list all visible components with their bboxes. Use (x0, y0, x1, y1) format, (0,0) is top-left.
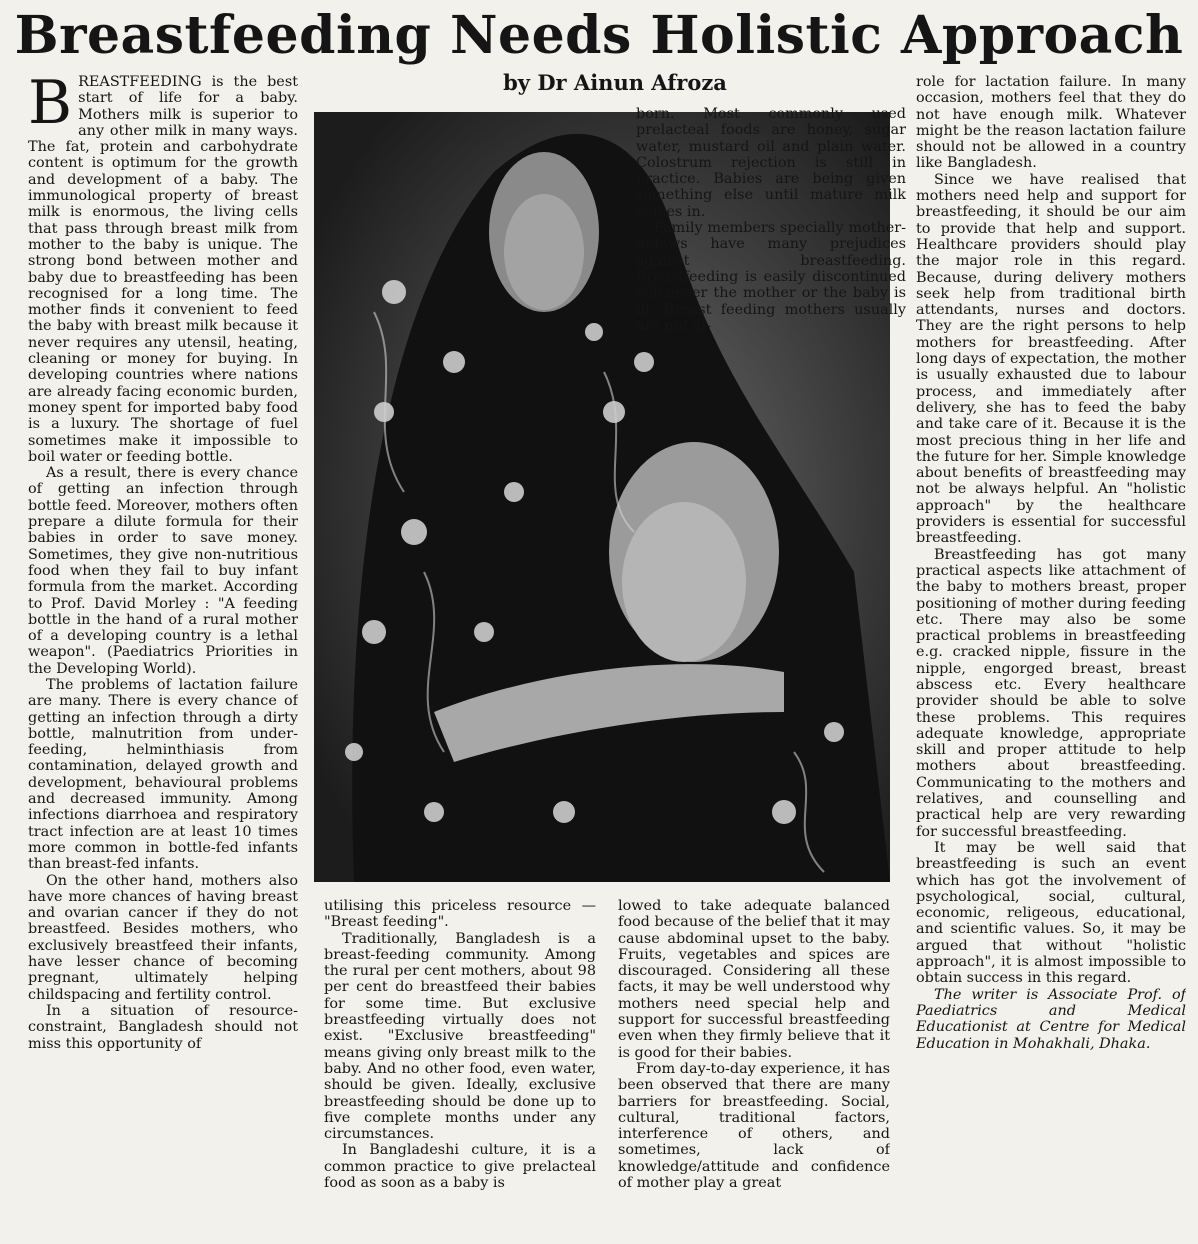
paragraph: From day-to-day experience, it has been observed that there are many barriers for breastfeeding. Social, cultural, traditional factors, interference of others, and sometimes, lack of knowledge/attitude and confidence of mother play a great (618, 1060, 890, 1192)
paragraph: born. Most commonly used prelacteal foods are honey, sugar water, mustard oil and plain water. Colostrum rejection is still in practice. Babies are being given something else until mature milk comes in. (636, 106, 906, 220)
paragraph: In Bangladeshi culture, it is a common practice to give prelacteal food as soon as a baby is (324, 1142, 596, 1192)
author-credit: The writer is Associate Prof. of Paediatrics and Medical Educationist at Centre for Medical Education in Mohakhali, Dhaka. (916, 986, 1186, 1052)
paragraph: The problems of lactation failure are many. There is every chance of getting an infection through a dirty bottle, malnutrition from under-feeding, helminthiasis from contamination, delayed growth and development, behavioural problems and decreased immunity. Among infections diarrhoea and respiratory tract infection are at least 10 times more common in bottle-fed infants than breast-fed infants. (28, 676, 298, 873)
paragraph: As a result, there is every chance of getting an infection through bottle feed. Moreover, mothers often prepare a dilute formula for their babies in order to save money. Sometimes, they give non-nutritious food when they fail to buy infant formula from the market. According to Prof. David Morley : "A feeding bottle in the hand of a rural mother of a developing country is a lethal weapon". (Paediatrics Priorities in the Developing World). (28, 465, 298, 677)
headline: Breastfeeding Needs Holistic Approach (14, 5, 1184, 66)
paragraph: It may be well said that breastfeeding is such an event which has got the involvement of psychological, social, cultural, economic, religeous, educational, and scientific values. So, it may be argued that without "holistic approach", it is almost impossible to obtain success in this regard. (916, 839, 1186, 987)
paragraph: In a situation of resource-constraint, Bangladesh should not miss this opportunity of (28, 1002, 298, 1052)
paragraph: Family members specially mother-in-laws have many prejudices against breastfeeding. Breastfeeding is easily discontinued whenever the mother or the baby is ill. Breast feeding mothers usually are not al- (636, 220, 906, 334)
article-column-5 (916, 74, 1186, 1240)
paragraph: lowed to take adequate balanced food because of the belief that it may cause abdominal upset to the baby. Fruits, vegetables and spices are discouraged. Considering all these facts, it may be well understood why mothers need special help and support for successful breastfeeding even when they firmly believe that it is good for their babies. (618, 898, 890, 1061)
paragraph: On the other hand, mothers also have more chances of having breast and ovarian cancer if they do not breastfeed. Besides mothers, who exclusively breastfeed their infants, have lesser chance of becoming pregnant, ultimately helping childspacing and fertility control. (28, 872, 298, 1003)
article-column-4 (618, 898, 890, 1240)
drop-cap: B (28, 74, 73, 138)
article-column-1 (28, 74, 298, 1240)
article-column-2 (636, 106, 906, 346)
paragraph: role for lactation failure. In many occasion, mothers feel that they do not have enough milk. Whatever might be the reason lactation failure should not be allowed in a country like Bangladesh. (916, 74, 1186, 172)
paragraph: utilising this priceless resource — "Breast feeding". (324, 898, 596, 931)
paragraph: Traditionally, Bangladesh is a breast-feeding community. Among the rural per cent mothers, about 98 per cent do breastfeed their babies for some time. But exclusive breastfeeding virtually does not exist. "Exclusive breastfeeding" means giving only breast milk to the baby. And no other food, even water, should be given. Ideally, exclusive breastfeeding should be done up to five complete months under any circumstances. (324, 930, 596, 1143)
paragraph: Since we have realised that mothers need help and support for breastfeeding, it should be our aim to provide that help and support. Healthcare providers should play the major role in this regard. Because, during delivery mothers seek help from traditional birth attendants, nurses and doctors. They are the right persons to help mothers for breastfeeding. After long days of expectation, the mother is usually exhausted due to labour process, and immediately after delivery, she has to feed the baby and take care of it. Because it is the most precious thing in her life and the future for her. Simple knowledge about benefits of breastfeeding may not be always helpful. An "holistic approach" by the healthcare providers is essential for successful breastfeeding. (916, 171, 1186, 547)
article-column-3 (324, 898, 596, 1240)
paragraph: Breastfeeding has got many practical aspects like attachment of the baby to mothers breast, proper positioning of mother during feeding etc. There may also be some practical problems in breastfeeding e.g. cracked nipple, fissure in the nipple, engorged breast, breast abscess etc. Every healthcare provider should be able to solve these problems. This requires adequate knowledge, appropriate skill and proper attitude to help mothers about breastfeeding. Communicating to the mothers and relatives, and counselling and practical help are very rewarding for successful breastfeeding. (916, 546, 1186, 840)
paragraph: REASTFEEDING is the best start of life for a baby. Mothers milk is superior to any other milk in many ways. The fat, protein and carbohydrate content is optimum for the growth and development of a baby. The immunological property of breast milk is enormous, the living cells that pass through breast milk from mother to the baby is unique. The strong bond between mother and baby due to breastfeeding has been recognised for a long time. The mother finds it convenient to feed the baby with breast milk because it never requires any utensil, heating, cleaning or money for buying. In developing countries where nations are already facing economic burden, money spent for imported baby food is a luxury. The shortage of fuel sometimes make it impossible to boil water or feeding bottle. (28, 74, 298, 465)
byline: by Dr Ainun Afroza (503, 70, 727, 95)
